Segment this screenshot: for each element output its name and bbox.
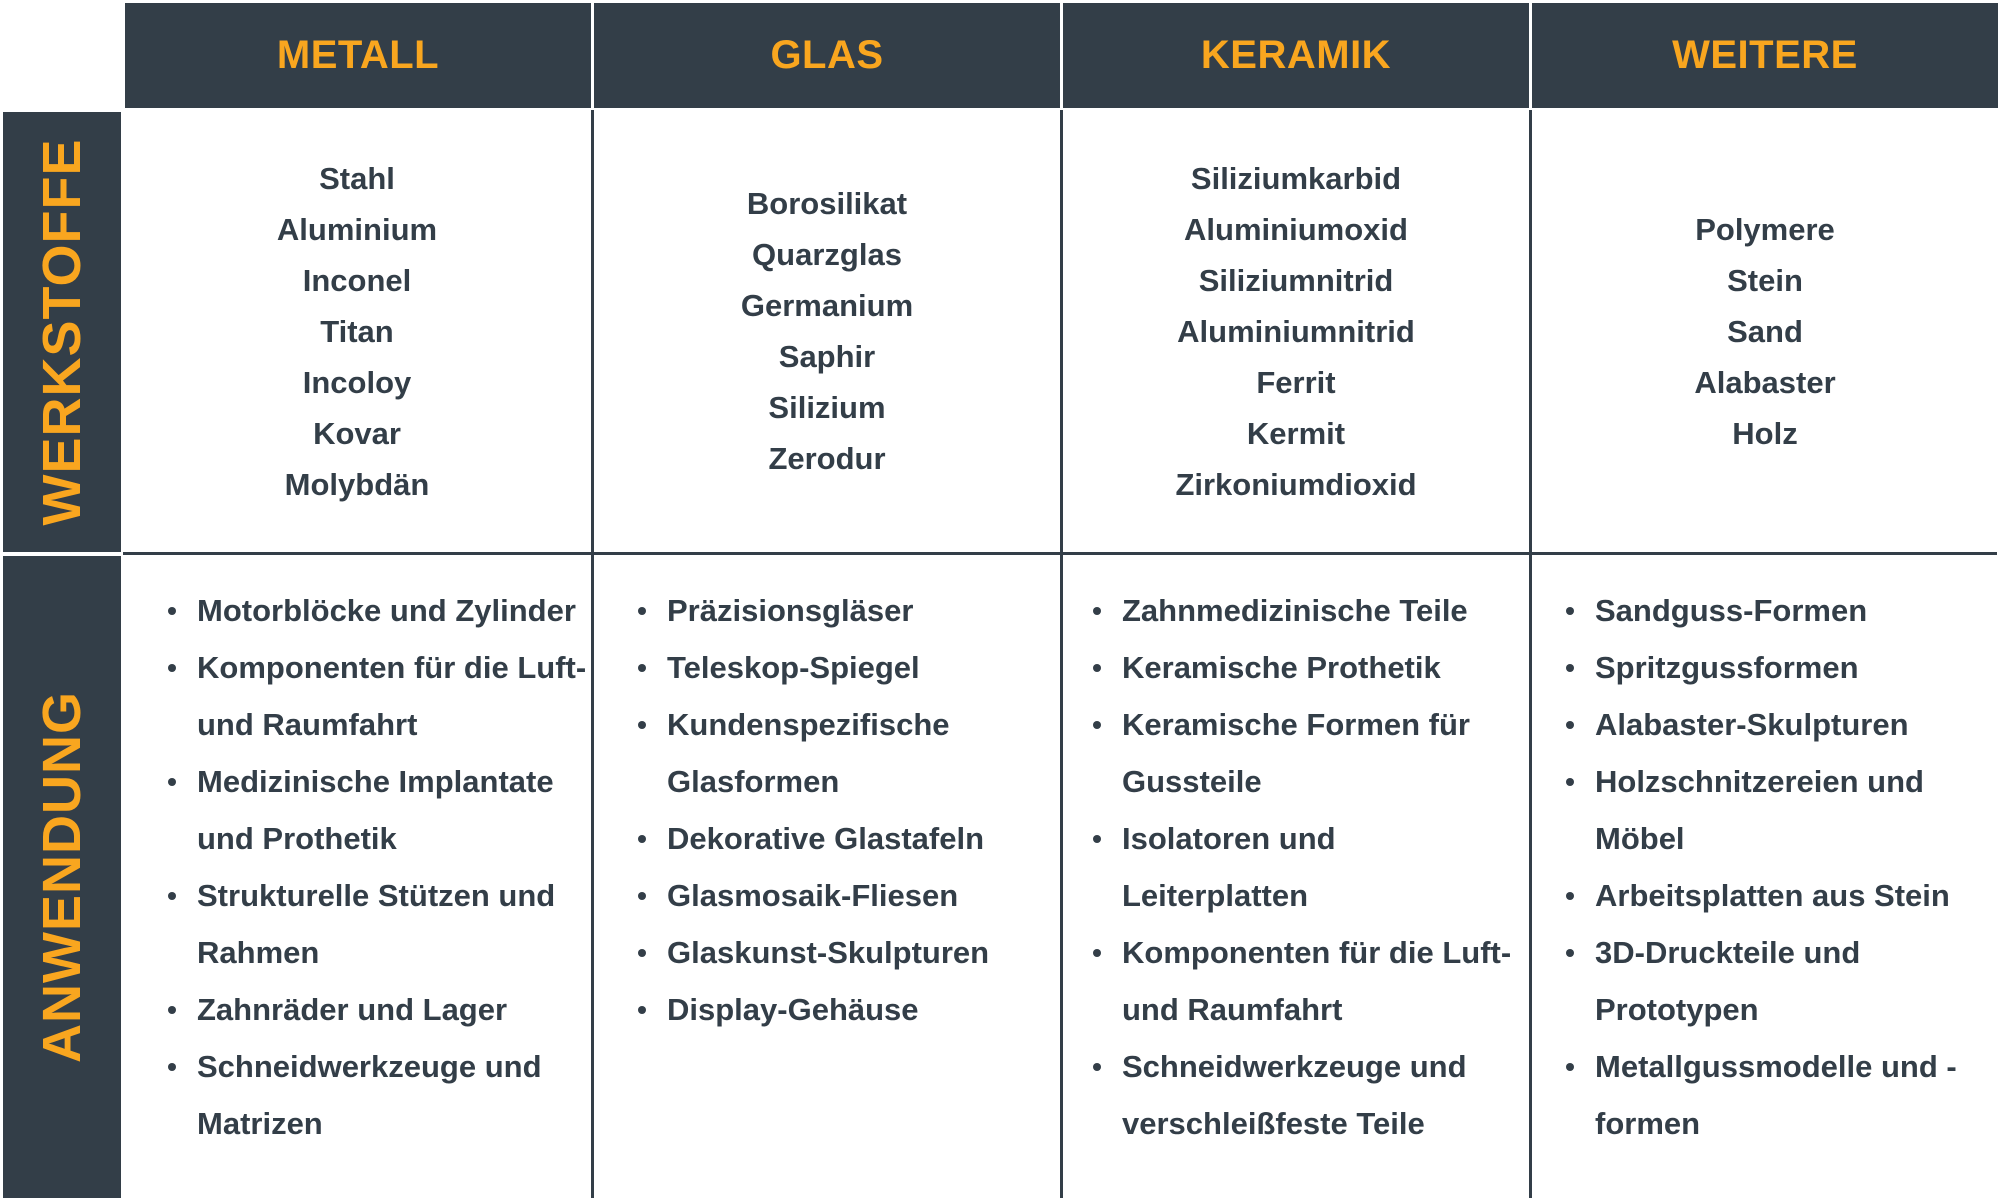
application-item: Medizinische Implantate und Prothetik: [168, 753, 588, 867]
row-divider: [123, 552, 1997, 555]
material-item: Polymere: [1695, 211, 1835, 247]
application-item: Keramische Prothetik: [1093, 639, 1525, 696]
application-list: [168, 582, 588, 1152]
material-item: Kovar: [313, 415, 401, 451]
header-weitere: WEITERE: [1532, 3, 1998, 108]
material-item: Aluminiumoxid: [1184, 211, 1408, 247]
application-item: Schneidwerkzeuge und Matrizen: [168, 1038, 588, 1152]
application-item: Präzisionsgläser: [638, 582, 1058, 639]
material-item: Quarzglas: [752, 237, 902, 272]
material-item: Siliziumnitrid: [1198, 262, 1394, 298]
material-item: Silizium: [768, 390, 886, 425]
applications-glas: [638, 582, 1058, 1038]
application-item: Sandguss-Formen: [1566, 582, 1996, 639]
row-label-anwendung: [3, 556, 121, 1198]
application-item: Isolatoren und Leiterplatten: [1093, 810, 1525, 924]
material-item: Stein: [1727, 262, 1803, 298]
application-item: 3D-Druckteile und Prototypen: [1566, 924, 1996, 1038]
application-item: Glaskunst-Skulpturen: [638, 924, 1058, 981]
material-item: Holz: [1732, 415, 1798, 451]
application-item: Kundenspezifische Glasformen: [638, 696, 1058, 810]
application-item: Holzschnitzereien und Möbel: [1566, 753, 1996, 867]
application-item: Komponenten für die Luft- und Raumfahrt: [168, 639, 588, 753]
material-item: Alabaster: [1694, 364, 1836, 400]
row-label-anwendung-text: ANWENDUNG: [32, 691, 92, 1063]
header-glas: GLAS: [594, 3, 1060, 108]
material-item: Aluminium: [276, 211, 438, 247]
material-item: Titan: [320, 313, 394, 349]
applications-keramik: [1093, 582, 1525, 1152]
material-item: Germanium: [740, 288, 914, 323]
application-item: Display-Gehäuse: [638, 981, 1058, 1038]
materials-weitere: [1532, 112, 1998, 550]
header-keramik: KERAMIK: [1063, 3, 1529, 108]
material-item: Saphir: [778, 339, 876, 374]
application-item: Schneidwerkzeuge und verschleißfeste Teile: [1093, 1038, 1525, 1152]
application-item: Teleskop-Spiegel: [638, 639, 1058, 696]
materials-glas: [594, 112, 1060, 550]
application-item: Metallgussmodelle und - formen: [1566, 1038, 1996, 1152]
material-item: Zirkoniumdioxid: [1175, 466, 1417, 502]
material-item: Inconel: [302, 262, 412, 298]
material-item: Siliziumkarbid: [1190, 160, 1402, 196]
material-item: Zerodur: [768, 441, 886, 476]
application-item: Glasmosaik-Fliesen: [638, 867, 1058, 924]
application-item: Motorblöcke und Zylinder: [168, 582, 588, 639]
application-list: [638, 582, 1058, 1038]
row-label-werkstoffe-text: WERKSTOFFE: [32, 138, 92, 526]
header-metall: METALL: [125, 3, 591, 108]
application-list: [1566, 582, 1996, 1152]
application-item: Zahnmedizinische Teile: [1093, 582, 1525, 639]
application-item: Spritzgussformen: [1566, 639, 1996, 696]
material-item: Kermit: [1246, 415, 1346, 451]
material-item: Aluminiumnitrid: [1177, 313, 1415, 349]
material-item: Borosilikat: [746, 186, 908, 221]
material-item: Molybdän: [284, 466, 430, 502]
material-item: Sand: [1727, 313, 1803, 349]
application-item: Dekorative Glastafeln: [638, 810, 1058, 867]
application-item: Komponenten für die Luft- und Raumfahrt: [1093, 924, 1525, 1038]
application-item: Strukturelle Stützen und Rahmen: [168, 867, 588, 981]
material-item: Incoloy: [302, 364, 412, 400]
application-item: Arbeitsplatten aus Stein: [1566, 867, 1996, 924]
material-item: Stahl: [319, 160, 395, 196]
application-item: Alabaster-Skulpturen: [1566, 696, 1996, 753]
application-item: Keramische Formen für Gussteile: [1093, 696, 1525, 810]
application-item: Zahnräder und Lager: [168, 981, 588, 1038]
application-list: [1093, 582, 1525, 1152]
material-item: Ferrit: [1256, 364, 1336, 400]
row-label-werkstoffe: [3, 112, 121, 552]
materials-metall: [123, 112, 591, 550]
applications-weitere: [1566, 582, 1996, 1152]
materials-keramik: [1063, 112, 1529, 550]
applications-metall: [168, 582, 588, 1152]
